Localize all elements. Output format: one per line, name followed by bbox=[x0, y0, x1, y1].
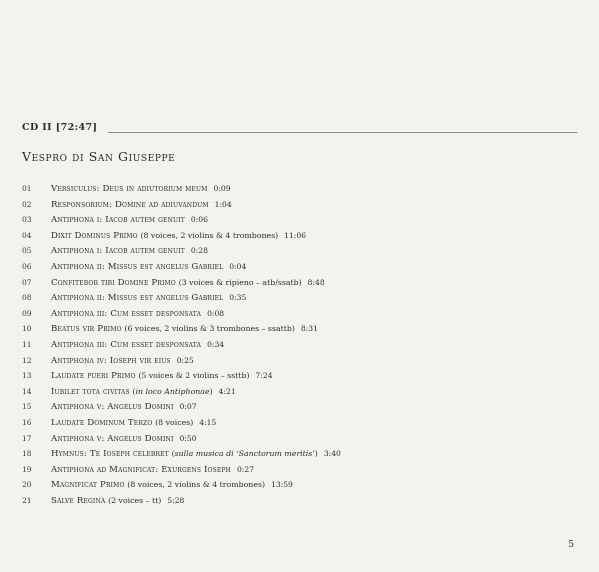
track-number: 14 bbox=[22, 386, 32, 396]
track-number: 03 bbox=[22, 215, 32, 225]
track-duration: 4:21 bbox=[218, 386, 236, 396]
track-scoring bbox=[124, 324, 294, 333]
track-duration: 4:15 bbox=[199, 417, 217, 427]
track-number: 15 bbox=[22, 402, 32, 412]
track-duration: 0:07 bbox=[179, 402, 197, 412]
track-duration: 8:31 bbox=[300, 324, 318, 334]
track-title: Salve Regina bbox=[51, 495, 106, 506]
cd-heading: CD II [72:47] bbox=[22, 122, 98, 133]
track-title: Confitebor tibi Domine Primo bbox=[51, 277, 176, 288]
track-scoring bbox=[172, 449, 318, 458]
track-note-italic: sulla musica di ‘Sanctorum meritis’ bbox=[174, 449, 315, 459]
track-scoring-text: (8 voices) bbox=[155, 417, 194, 427]
track-scoring bbox=[155, 418, 193, 427]
track-duration: 11:06 bbox=[284, 230, 307, 240]
track-scoring-text: (8 voices, 2 violins & 4 trombones) bbox=[140, 230, 279, 240]
track-duration: 5:28 bbox=[167, 495, 185, 505]
track-number: 16 bbox=[22, 417, 32, 427]
track-duration: 0:35 bbox=[229, 293, 247, 303]
track-row bbox=[22, 477, 341, 493]
track-title: Versiculus: Deus in adiutorium meum bbox=[51, 184, 208, 194]
track-row bbox=[22, 290, 341, 306]
track-duration: 0:09 bbox=[213, 184, 231, 193]
track-row bbox=[22, 321, 341, 337]
track-row bbox=[22, 181, 341, 197]
track-duration: 0:04 bbox=[229, 261, 247, 271]
track-scoring-text: ( bbox=[132, 386, 136, 396]
track-scoring-text: (6 voices, 2 violins & 3 trombones – ssattb) bbox=[124, 324, 295, 334]
track-scoring-text: ( bbox=[171, 449, 175, 459]
track-duration: 8:48 bbox=[307, 277, 325, 287]
track-title: Laudate Dominum Terzo bbox=[51, 417, 153, 428]
track-row bbox=[22, 415, 341, 431]
track-scoring bbox=[140, 231, 278, 240]
track-title: Antiphona ad Magnificat: Exurgens Ioseph bbox=[51, 464, 231, 475]
track-number: 11 bbox=[22, 339, 32, 349]
track-row bbox=[22, 275, 341, 291]
track-duration: 0:27 bbox=[236, 464, 255, 474]
track-title: Antiphona iv: Ioseph vir eius bbox=[51, 355, 171, 366]
track-row bbox=[22, 259, 341, 275]
track-duration: 13:59 bbox=[270, 480, 293, 490]
track-title: Antiphona i: Iacob autem genuit bbox=[51, 215, 185, 226]
track-title: Hymnus: Te Ioseph celebret bbox=[51, 449, 169, 460]
track-number: 19 bbox=[22, 464, 32, 474]
track-title: Antiphona i: Iacob autem genuit bbox=[51, 246, 185, 257]
track-title: Antiphona v: Angelus Domini bbox=[51, 433, 174, 444]
track-number: 02 bbox=[22, 199, 32, 209]
section-title: Vespro di San Giuseppe bbox=[22, 149, 176, 164]
track-title: Antiphona iii: Cum esset desponsata bbox=[51, 339, 202, 350]
track-title: Dixit Dominus Primo bbox=[51, 230, 138, 241]
track-row bbox=[22, 446, 341, 462]
track-row bbox=[22, 431, 341, 447]
track-row bbox=[22, 337, 341, 353]
page-number: 5 bbox=[568, 540, 574, 550]
track-number: 06 bbox=[22, 261, 32, 271]
track-scoring bbox=[108, 496, 161, 505]
track-scoring-text: (2 voices – tt) bbox=[108, 495, 162, 505]
track-scoring bbox=[179, 278, 302, 287]
track-scoring-text: (3 voices & ripieno – atb/ssatb) bbox=[178, 277, 302, 287]
track-scoring bbox=[138, 371, 249, 380]
track-row bbox=[22, 368, 341, 384]
track-scoring-close: ) bbox=[314, 449, 318, 459]
track-duration: 0:06 bbox=[190, 215, 208, 225]
track-number: 17 bbox=[22, 433, 32, 443]
track-number: 13 bbox=[22, 371, 32, 381]
track-duration: 0:28 bbox=[190, 246, 208, 256]
track-number: 04 bbox=[22, 230, 32, 240]
track-duration: 0:25 bbox=[176, 355, 194, 365]
track-row bbox=[22, 384, 341, 400]
track-row bbox=[22, 243, 341, 259]
track-note-italic: in loco Antiphonae bbox=[135, 386, 210, 396]
track-number: 20 bbox=[22, 480, 32, 490]
track-scoring-text: (8 voices, 2 violins & 4 trombones) bbox=[127, 480, 265, 490]
track-number: 10 bbox=[22, 324, 32, 334]
track-title: Iubilet tota civitas bbox=[51, 386, 130, 397]
track-number: 21 bbox=[22, 495, 32, 505]
track-number: 18 bbox=[22, 449, 32, 459]
track-title: Magnificat Primo bbox=[51, 480, 125, 491]
track-row bbox=[22, 399, 341, 415]
track-row bbox=[22, 353, 341, 369]
track-number: 08 bbox=[22, 293, 32, 303]
track-number: 07 bbox=[22, 277, 32, 287]
track-title: Beatus vir Primo bbox=[51, 324, 122, 335]
track-number: 12 bbox=[22, 355, 32, 365]
track-row bbox=[22, 228, 341, 244]
track-scoring bbox=[133, 387, 213, 396]
track-title: Antiphona ii: Missus est angelus Gabriel bbox=[51, 261, 224, 272]
track-scoring-text: (5 voices & 2 violins – ssttb) bbox=[138, 371, 250, 381]
track-list bbox=[22, 181, 341, 508]
track-duration: 0:34 bbox=[207, 339, 225, 349]
track-duration: 3:40 bbox=[323, 449, 341, 459]
track-scoring-close: ) bbox=[209, 386, 213, 396]
track-scoring bbox=[127, 480, 265, 489]
track-row bbox=[22, 493, 341, 509]
track-title: Antiphona v: Angelus Domini bbox=[51, 402, 174, 413]
track-duration: 7:24 bbox=[255, 371, 273, 381]
header-rule bbox=[108, 132, 577, 133]
track-row bbox=[22, 212, 341, 228]
track-number: 09 bbox=[22, 308, 32, 318]
track-title: Antiphona ii: Missus est angelus Gabriel bbox=[51, 293, 224, 304]
track-title: Antiphona iii: Cum esset desponsata bbox=[51, 308, 202, 319]
track-row bbox=[22, 306, 341, 322]
track-title: Responsorium: Domine ad adiuvandum bbox=[51, 199, 209, 210]
track-title: Laudate pueri Primo bbox=[51, 371, 136, 382]
track-row bbox=[22, 197, 341, 213]
track-duration: 1:04 bbox=[214, 199, 232, 209]
track-duration: 0:50 bbox=[179, 433, 197, 443]
track-number: 05 bbox=[22, 246, 32, 256]
track-row bbox=[22, 462, 341, 478]
track-number: 01 bbox=[22, 184, 32, 193]
track-duration: 0:08 bbox=[207, 308, 225, 318]
